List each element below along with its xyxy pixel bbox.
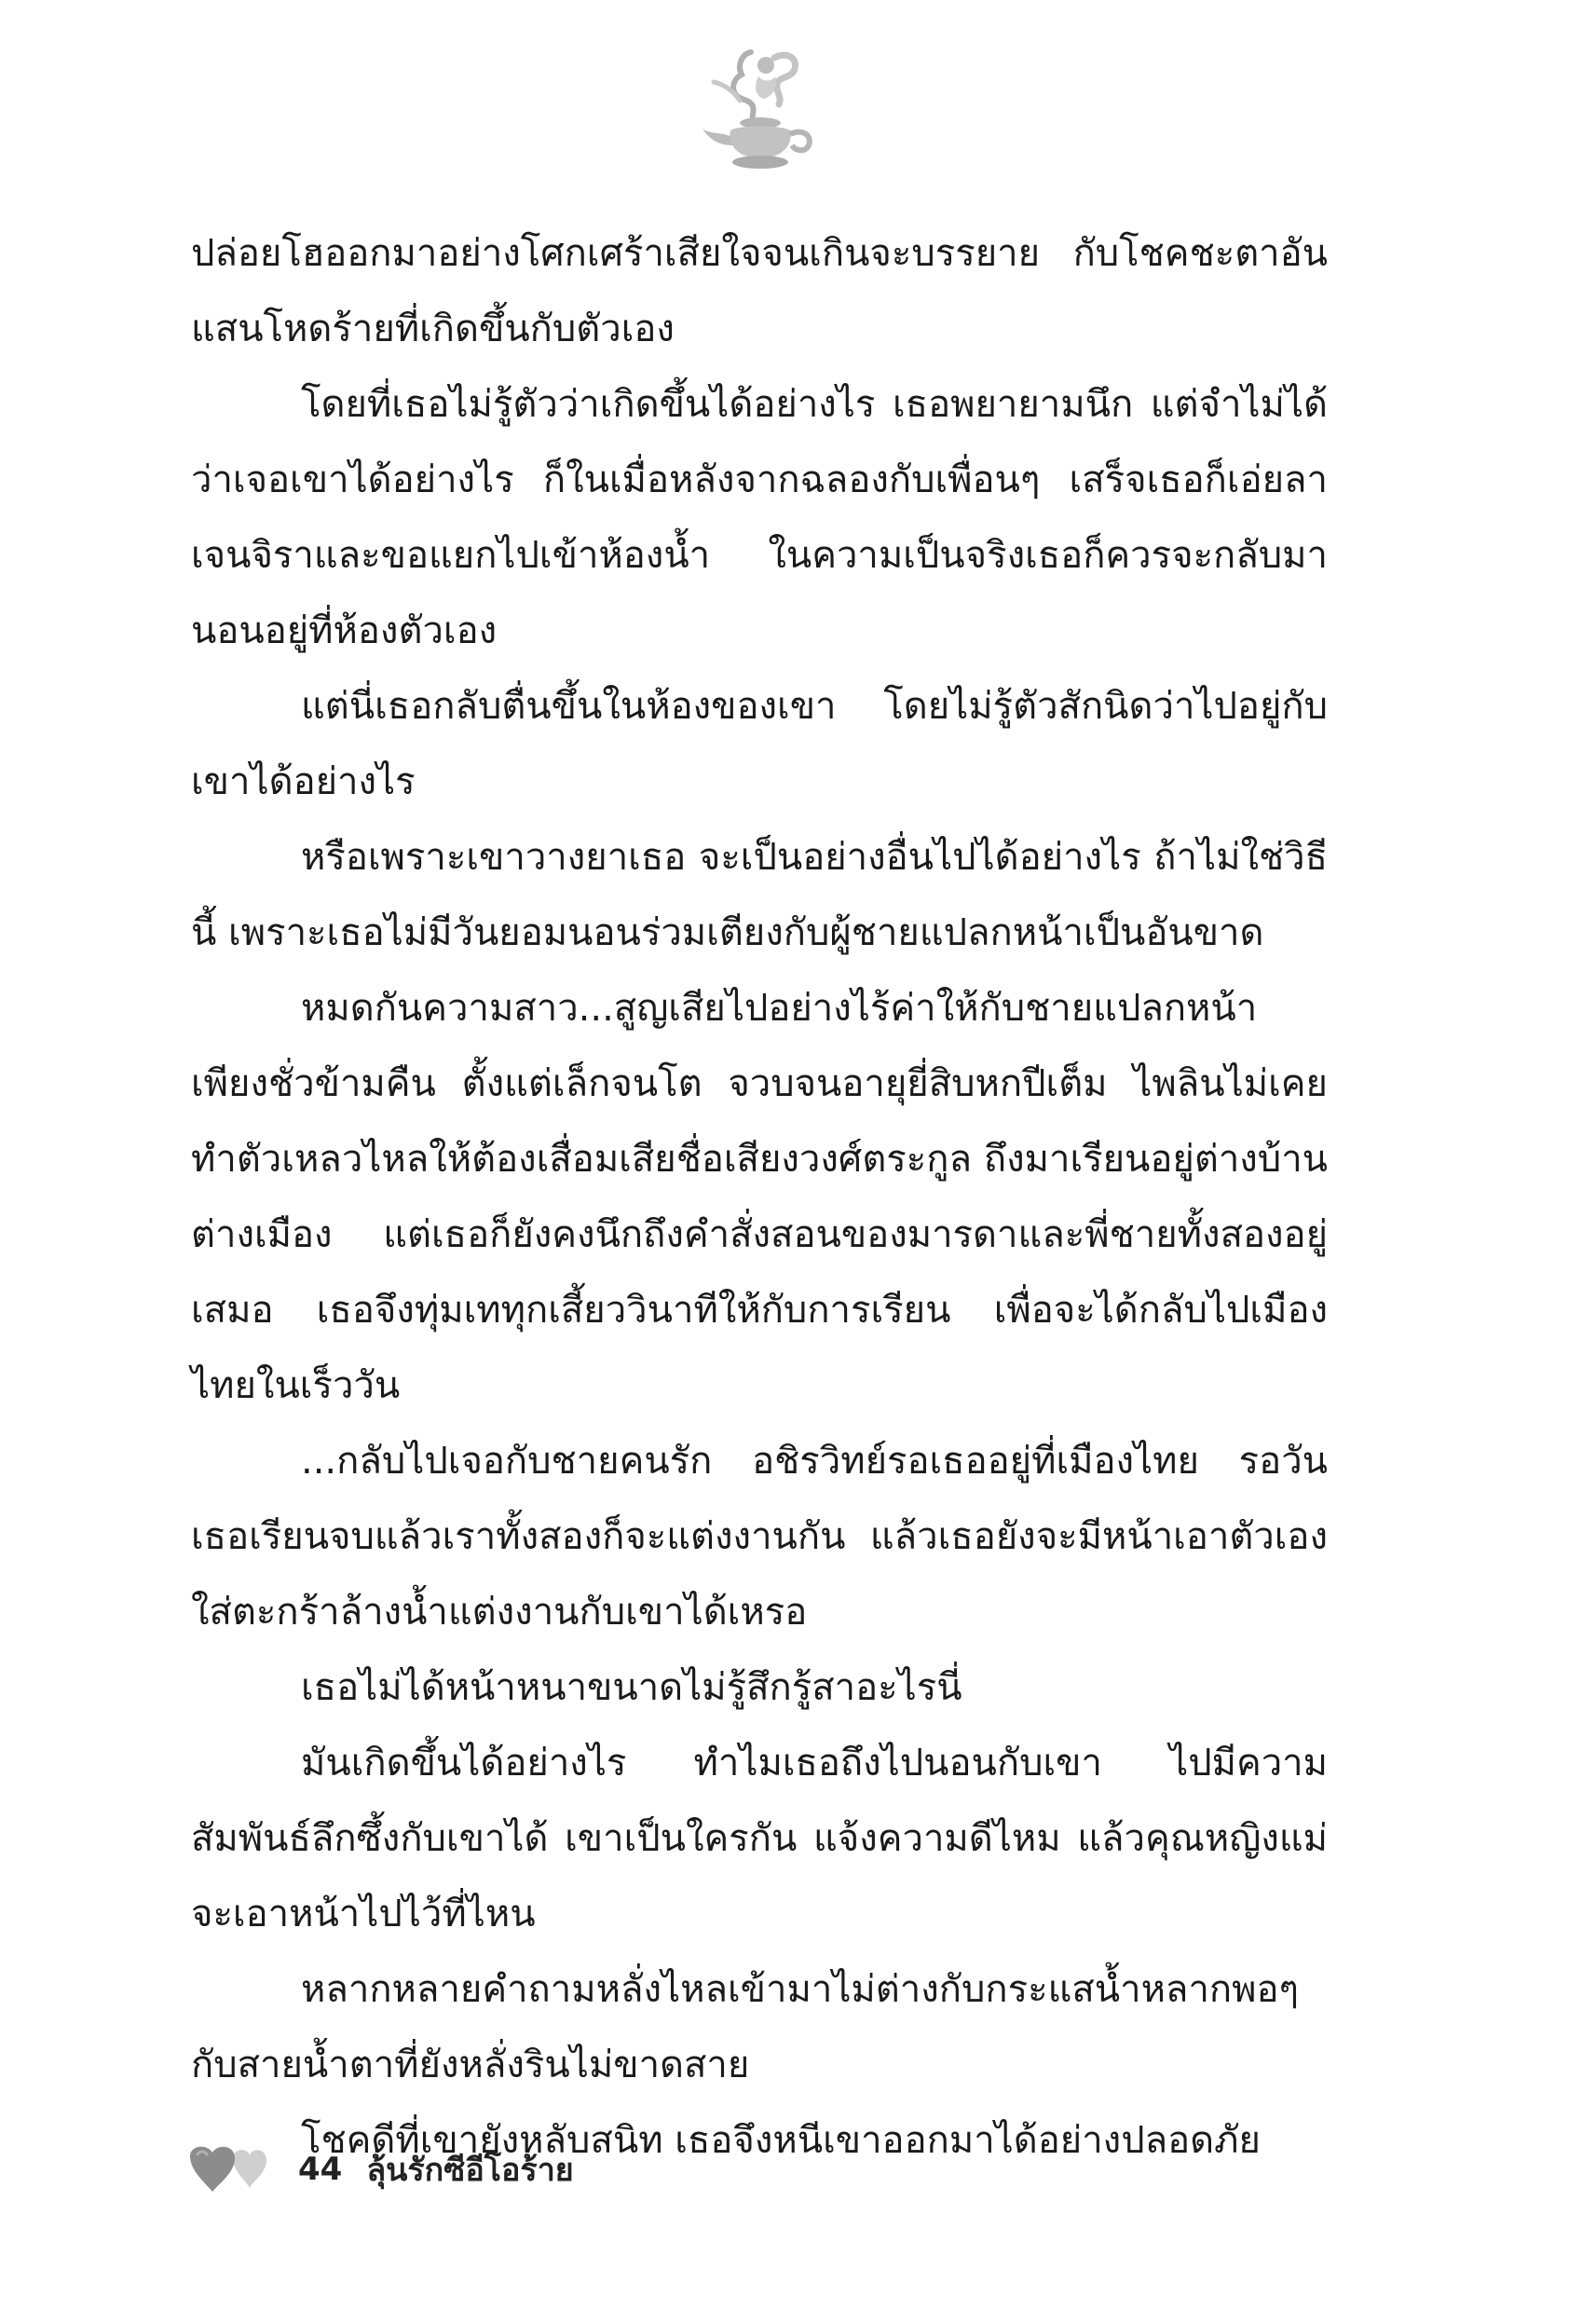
book-title: ลุ้นรักซีอีโอร้าย	[366, 2152, 574, 2189]
paragraph: แต่นี่เธอกลับตื่นขึ้นในห้องของเขา โดยไม่รู้ตัวสักนิดว่าไปอยู่กับเขาได้อย่างไร	[191, 685, 1328, 803]
paragraph: ปล่อยโฮออกมาอย่างโศกเศร้าเสียใจจนเกินจะบรรยาย กับโชคชะตาอันแสนโหดร้ายที่เกิดขึ้นกับตัวเอง	[191, 232, 1328, 350]
paragraph: มันเกิดขึ้นได้อย่างไร ทำไมเธอถึงไปนอนกับเขา ไปมีความสัมพันธ์ลึกซึ้งกับเขาได้ เขาเป็นใครกัน แจ้งความดีไหม แล้วคุณหญิงแม่จะเอาหน้าไปไว้ที่ไหน	[191, 1742, 1328, 1935]
paragraph: โดยที่เธอไม่รู้ตัวว่าเกิดขึ้นได้อย่างไร เธอพยายามนึก แต่จำไม่ได้ว่าเจอเขาได้อย่างไร ก็ในเมื่อหลังจากฉลองกับเพื่อนๆ เสร็จเธอก็เอ่ยลาเจนจิราและขอแยกไปเข้าห้องน้ำ ในความเป็นจริงเธอก็ควรจะกลับมานอนอยู่ที่ห้องตัวเอง	[191, 383, 1328, 652]
page-footer	[184, 2141, 574, 2197]
page-number: 44	[298, 2151, 343, 2188]
paragraph: ...กลับไปเจอกับชายคนรัก อชิรวิทย์รอเธออยู่ที่เมืองไทย รอวันเธอเรียนจบแล้วเราทั้งสองก็จะแต่งงานกัน แล้วเธอยังจะมีหน้าเอาตัวเองใส่ตะกร้าล้างน้ำแต่งงานกับเขาได้เหรอ	[191, 1440, 1328, 1634]
genie-lamp-icon	[686, 45, 825, 175]
paragraph: เธอไม่ได้หน้าหนาขนาดไม่รู้สึกรู้สาอะไรนี่	[301, 1666, 962, 1709]
paragraph: โชคดีที่เขายังหลับสนิท เธอจึงหนีเขาออกมาได้อย่างปลอดภัย	[301, 2119, 1261, 2162]
body-text	[191, 216, 1328, 2179]
paragraph: หมดกันความสาว...สูญเสียไปอย่างไร้ค่าให้กับชายแปลกหน้าเพียงชั่วข้ามคืน ตั้งแต่เล็กจนโต จวบจนอายุยี่สิบหกปีเต็ม ไพลินไม่เคยทำตัวเหลวไหลให้ต้องเสื่อมเสียชื่อเสียงวงศ์ตระกูล ถึงมาเรียนอยู่ต่างบ้านต่างเมือง แต่เธอก็ยังคงนึกถึงคำสั่งสอนของมารดาและพี่ชายทั้งสองอยู่เสมอ เธอจึงทุ่มเททุกเสี้ยววินาทีให้กับการเรียน เพื่อจะได้กลับไปเมืองไทยในเร็ววัน	[191, 987, 1328, 1407]
paragraph: หรือเพราะเขาวางยาเธอ จะเป็นอย่างอื่นไปได้อย่างไร ถ้าไม่ใช่วิธีนี้ เพราะเธอไม่มีวันยอมนอนร่วมเตียงกับผู้ชายแปลกหน้าเป็นอันขาด	[191, 836, 1328, 954]
paragraph: หลากหลายคำถามหลั่งไหลเข้ามาไม่ต่างกับกระแสน้ำหลากพอๆ กับสายน้ำตาที่ยังหลั่งรินไม่ขาดสาย	[191, 1968, 1299, 2086]
hearts-icon	[184, 2141, 268, 2197]
